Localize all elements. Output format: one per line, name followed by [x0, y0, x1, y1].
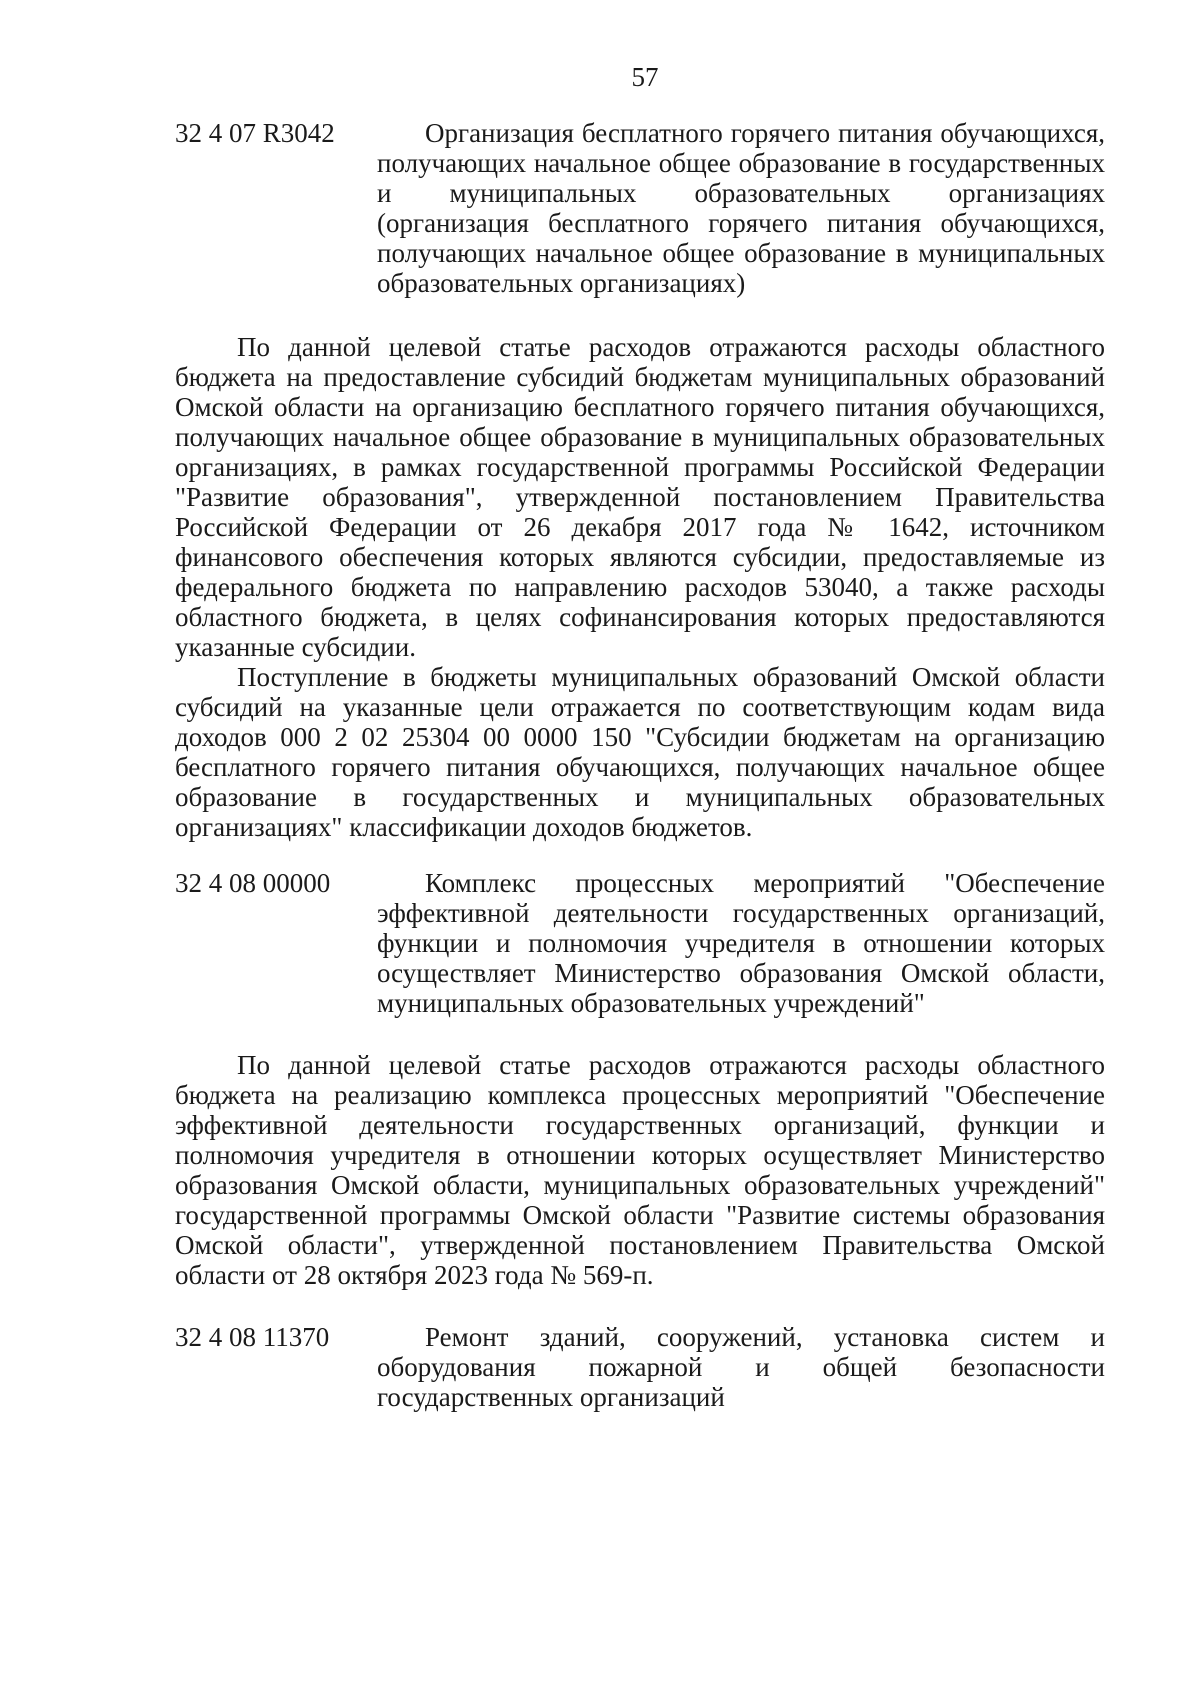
body-paragraph: Поступление в бюджеты муниципальных образований Омской области субсидий на указанные цели отражается по соответствующим кодам вида доходов 000 2 02 25304 00 0000 150 "Субсидии бюджетам на организацию бесплатного горячего питания обучающихся, получающих начальное общее образование в государственных и муниципальных образовательных организациях" классификации доходов бюджетов.: [175, 662, 1105, 842]
body-paragraph: По данной целевой статье расходов отражаются расходы областного бюджета на реализацию комплекса процессных мероприятий "Обеспечение эффективной деятельности государственных организаций, функции и полномочия учредителя в отношении которых осуществляет Министерство образования Омской области, муниципальных образовательных учреждений" государственной программы Омской области "Развитие системы образования Омской области", утвержденной постановлением Правительства Омской области от 28 октября 2023 года № 569-п.: [175, 1050, 1105, 1290]
page-number: 57: [631, 62, 659, 92]
budget-code-title: Организация бесплатного горячего питания обучающихся, получающих начальное общее образование в государственных и муниципальных образовательных организациях (организация бесплатного горячего питания обучающихся, получающих начальное общее образование в муниципальных образовательных организациях): [377, 118, 1105, 298]
budget-code: 32 4 08 00000: [175, 868, 331, 898]
body-paragraph: По данной целевой статье расходов отражаются расходы областного бюджета на предоставление субсидий бюджетам муниципальных образований Омской области на организацию бесплатного горячего питания обучающихся, получающих начальное общее образование в муниципальных образовательных организациях, в рамках государственной программы Российской Федерации "Развитие образования", утвержденной постановлением Правительства Российской Федерации от 26 декабря 2017 года № 1642, источником финансового обеспечения которых являются субсидии, предоставляемые из федерального бюджета по направлению расходов 53040, а также расходы областного бюджета, в целях софинансирования которых предоставляются указанные субсидии.: [175, 332, 1105, 662]
budget-code-title: Ремонт зданий, сооружений, установка систем и оборудования пожарной и общей безопасности государственных организаций: [377, 1322, 1105, 1412]
budget-code: 32 4 08 11370: [175, 1322, 330, 1352]
budget-code-title: Комплекс процессных мероприятий "Обеспечение эффективной деятельности государственных организаций, функции и полномочия учредителя в отношении которых осуществляет Министерство образования Омской области, муниципальных образовательных учреждений": [377, 868, 1105, 1018]
budget-code: 32 4 07 R3042: [175, 118, 335, 148]
